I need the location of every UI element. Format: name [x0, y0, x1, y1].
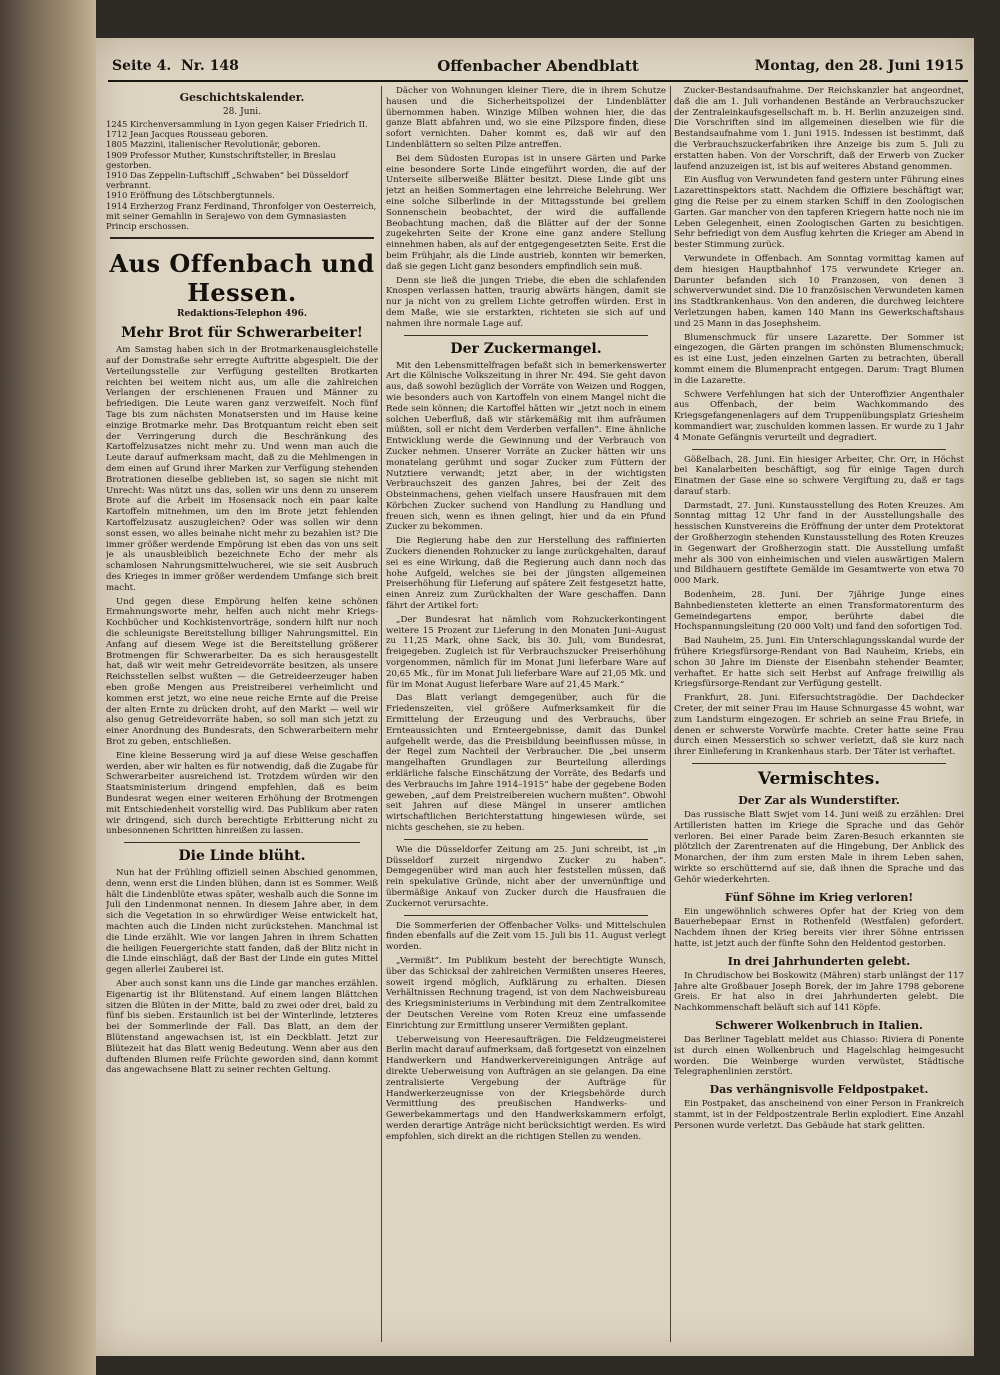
column-divider: [381, 86, 382, 1342]
section-subtitle: Redaktions-Telephon 496.: [177, 309, 307, 320]
issue-date: Montag, den 28. Juni 1915: [754, 58, 964, 74]
calendar-item: 1909 Professor Muther, Kunstschriftsteller, in Breslau gestorben.: [106, 149, 336, 170]
local-news-item: Bad Nauheim, 25. Juni. Ein Unterschlagungsskandal wurde der frühere Kriegsfürsorge-Rendant von Bad Nauheim, Kriebs, ein schon 30 Jahre im Dienste der Eisenbahn stehender Beamter, verhaftet. Er hatte sich seit Herbst auf Anfrage freiwillig als Kriegsfürsorge-Rendant zur Verfügung gestellt.: [674, 636, 964, 690]
misc-paragraph: Ein ungewöhnlich schweres Opfer hat der Krieg von dem Bauerhebepaar Ernst in Rothenfeld (Westfalen) gefordert. Nachdem ihnen der Krieg bereits vier ihrer Söhne entrissen hatte, ist jetzt auch der fünfte Sohn den Heldentod gestorben.: [674, 906, 964, 949]
column-2: [386, 86, 666, 1344]
misc-paragraph: In Chrudischow bei Boskowitz (Mähren) starb unlängst der 117 Jahre alte Großbauer Joseph Borek, der im Jahre 1798 geborene Greis. Er hat also in drei Jahrhunderten gelebt. Die Nachkommenschaft beläuft sich auf 141 Köpfe.: [674, 970, 964, 1014]
section-title: Aus Offenbach und Hessen.: [109, 249, 375, 308]
article-title: Der Zuckermangel.: [450, 340, 602, 357]
notice-paragraph: Ueberweisung von Heeresaufträgen. Die Feldzeugmeisterei Berlin macht darauf aufmerksam, daß fortgesetzt von einzelnen Handwerkern und Handwerkervereinigungen Anträge auf direkte Ueberweisung von Aufträgen an sie gelangen. Da eine zentralisierte Vergebung der Aufträge für Handwerkerzeugnisse von der Kriegsbehörde durch Vermittlung des preußischen Handwerks- und Gewerbekammertags und den Handwerkskammern erfolgt, werden derartige Anträge nicht berücksichtigt werden. Es wird empfohlen, sich direkt an die richtigen Stellen zu wenden.: [386, 1034, 666, 1142]
page-header: [112, 54, 964, 80]
article-paragraph: Und gegen diese Empörung helfen keine schönen Ermahnungsworte mehr, helfen auch nicht mehr Kriegs-Kochbücher und Kochkistenvorträge, sondern hilft nur noch die schleunigste Bereitstellung billiger Nahrungsmittel. Ein Anfang auf diesem Wege ist die Bereitstellung größerer Brotmengen für Schwerarbeiter. Da es sich herausgestellt hat, daß wir weit mehr Getreidevorräte besitzen, als unsere Reichsstellen selbst wußten — die Getreideerzeuger haben eben große Mengen aus Preistreiberei verheimlicht und kommen erst jetzt, wo eine neue reiche Ernte auf die Preise der alten Ernte zu drücken droht, auf den Markt — weil wir also genug Getreidevorräte haben, so soll man sich jetzt zu einer Anordnung des Bundesrats, den Schwerarbeitern mehr Brot zu geben, entschließen.: [106, 596, 378, 747]
news-paragraph: Blumenschmuck für unsere Lazarette. Der Sommer ist eingezogen, die Gärten prangen im schönsten Blumenschmuck; es ist eine Lust, jeden einzelnen Garten zu betrachten, überall kommt einem die Blumenpracht entgegen. Darum: Tragt Blumen in die Lazarette.: [674, 332, 964, 386]
article-paragraph: Am Samstag haben sich in der Brotmarkenausgleichstelle auf der Domstraße sehr erregte Auftritte abgespielt. Die der Verteilungsstelle zur Verfügung gestellten Brotkarten reichten bei weitem nicht aus, um alle die zahlreichen Verlangen der erschienenen Frauen und Männer zu befriedigen. Die Leute waren ganz verzweifelt. Noch fünf Tage bis zum nächsten Monatsersten und im Hause keine einzige Brotmarke mehr. Das Brotquantum reicht eben seit der Verringerung durch die Beschränkung des Kartoffelzusatzes nicht mehr zu. Und wenn man auch die Leute darauf aufmerksam macht, daß zu die Mehlmengen in dem einen auf Grund ihrer Marken zur Verfügung stehenden Brotrationen dieselbe geblieben ist, so sagen sie nicht mit Unrecht: Was nützt uns das, sollen wir uns denn zu unserem Brote auf die Arbeit im Hosensack noch ein paar kalte Kartoffeln mitnehmen, um den im Brote jetzt fehlenden Kartoffelzusatz auszugleichen? Oder was sollen wir denn sonst essen, wo alles beinahe nicht mehr zu bezahlen ist? Die immer größer werdende Empörung ist eben das von uns seit je als unausbleiblich bezeichnete Echo der mehr als schamlosen Nahrungsmittelwucherei, wie sie seit Ausbruch des Krieges in immer größer werdendem Umfange sich breit macht.: [106, 345, 378, 593]
local-news-item: Bodenheim, 28. Juni. Der 7jährige Junge eines Bahnbediensteten kletterte an einen Transformatorenturm des Gemeindegartens empor, berührte dabei die Hochspannungsleitung (20 000 Volt) und fand den sofortigen Tod.: [674, 590, 964, 633]
misc-heading: Fünf Söhne im Krieg verloren!: [724, 890, 914, 904]
misc-heading: In drei Jahrhunderten gelebt.: [727, 954, 911, 968]
divider: [110, 237, 374, 239]
article-paragraph: Wie die Düsseldorfer Zeitung am 25. Juni schreibt, ist „in Düsseldorf zurzeit nirgendwo Zucker zu haben“. Demgegenüber wird man auch hier feststellen müssen, daß rein spekulative Gründe, nicht aber der unvernünftige und übermäßige Ankauf von Zucker durch die Hausfrauen die Zuckernot verursachte.: [386, 844, 666, 909]
divider: [404, 915, 648, 916]
issue-number: Nr. 148: [180, 58, 239, 74]
notice-paragraph: Die Sommerferien der Offenbacher Volks- und Mittelschulen finden ebenfalls auf die Zeit vom 15. Juli bis 11. August verlegt worden.: [386, 920, 666, 953]
section-title-misc: Vermischtes.: [757, 769, 881, 790]
article-title: Die Linde blüht.: [178, 848, 306, 865]
column-3: [674, 86, 964, 1344]
misc-paragraph: Das Berliner Tageblatt meldet aus Chiasso: Riviera di Ponente ist durch einen Wolkenbruch und Hagelschlag heimgesucht worden. Die Weinberge wurden verwüstet, Städtische Telegraphenlinien zerstört.: [674, 1034, 964, 1078]
calendar-item: 1910 Das Zeppelin-Luftschiff „Schwaben“ bei Düsseldorf verbrannt.: [106, 170, 349, 191]
local-news-item: Frankfurt, 28. Juni. Eifersuchtstragödie. Der Dachdecker Creter, der mit seiner Frau im Hause Schnurgasse 45 wohnt, war zum Landsturm eingezogen. Er schrieb an seine Frau Briefe, in denen er schwerste Vorwürfe machte. Creter hatte seine Frau durch einen Messerstich so schwer verletzt, daß sie kurz nach ihrer Einlieferung in Krankenhaus starb. Der Täter ist verhaftet.: [674, 693, 964, 758]
news-paragraph: Ein Ausflug von Verwundeten fand gestern unter Führung eines Lazarettinspektors statt. Nachdem die Offiziere beschäftigt war, ging die Reise per zu einem starken Schiff in den Zoologischen Garten. Gar mancher von den tapferen Kriegern hatte noch nie im Leben Gelegenheit, einen Zoologischen Garten zu besichtigen. Sehr befriedigt von dem Ausflug kehrten die Krieger am Abend in bester Stimmung zurück.: [674, 175, 964, 251]
misc-heading: Das verhängnisvolle Feldpostpaket.: [709, 1083, 929, 1097]
news-paragraph: Zucker-Bestandsaufnahme. Der Reichskanzler hat angeordnet, daß die am 1. Juli vorhandenen Bestände an Verbrauchszucker der Zentraleinkaufsgesellschaft m. b. H. Berlin anzuzeigen sind. Die Vorschriften sind im allgemeinen dieselben wie für die Bestandsaufnahme vom 1. Juni 1915. Indessen ist bestimmt, daß die Verbrauchszuckerfabriken ihre Anzeige bis zum 5. Juli zu erstatten haben. Von der Vorschrift, daß der Erwerb von Zucker laufend anzuzeigen ist, ist bis auf weiteres Abstand genommen.: [674, 86, 964, 172]
header-rule: [108, 80, 968, 82]
misc-paragraph: Ein Postpaket, das anscheinend von einer Person in Frankreich stammt, ist in der Feldpostzentrale Berlin explodiert. Eine Anzahl Personen wurde verletzt. Das Gebäude hat stark gelitten.: [674, 1099, 964, 1131]
column-divider: [670, 86, 671, 1342]
page-number-label: Seite 4. Nr. 148: [112, 58, 239, 74]
article-paragraph: Das Blatt verlangt demgegenüber, auch für die Friedenszeiten, viel größere Aufmerksamkeit für die Ermittelung der Erzeugung und des Verbrauchs, über Ernteaussichten und Ernteergebnisse, damit das Dunkel aufgehellt werde, das die Preisbildung beeinflussen müsse, in der Regel zum Nachteil der Verbraucher. Die „bei unserm mangelhaften Grundlagen zur Beurteilung allerdings erklärliche falsche Einschätzung der Vorräte, des Bedarfs und des Verbrauchs im Jahre 1914–1915“ habe der gegebene Boden geweben, „auf dem Preistreibereien wuchern mußten“. Obwohl seit Jahren auf diese Mängel in unserer amtlichen wirtschaftlichen Berichterstattung hingewiesen würde, sei nichts geschehen, sie zu heben.: [386, 693, 666, 833]
article-paragraph: „Der Bundesrat hat nämlich vom Rohzuckerkontingent weitere 15 Prozent zur Lieferung in den Monaten Juni–August zu 11,25 Mark, ohne Sack, bis 30. Juli, vom Bundesrat, freigegeben. Zugleich ist für Verbrauchszucker Preiserhöhung vorgenommen, nämlich für im Monat Juni lieferbare Ware auf 20,65 Mk., für im Monat Juli lieferbare Ware auf 21,05 Mk. und für im Monat August lieferbare Ware auf 21,45 Mark.“: [386, 614, 666, 690]
calendar-item: 1805 Mazzini, italienischer Revolutionär, geboren.: [106, 139, 321, 150]
local-news-item: Darmstadt, 27. Juni. Kunstausstellung des Roten Kreuzes. Am Sonntag mittag 12 Uhr fand in der Ausstellungshalle des hessischen Kunstvereins die Eröffnung der unter dem Protektorat der Großherzogin stehenden Kunstausstellung des Roten Kreuzes in Gegenwart der Großherzogin statt. Die Ausstellung umfaßt mehr als 300 von einheimischen und vielen auswärtigen Malern und Bildhauern gestiftete Gemälde im Gesamtwerte von etwa 70 000 Mark.: [674, 500, 964, 587]
divider: [692, 763, 946, 764]
book-binding: [0, 0, 96, 1375]
calendar-list: [106, 119, 378, 231]
local-news-item: Gößelbach, 28. Juni. Ein hiesiger Arbeiter, Chr. Orr, in Höchst bei Kanalarbeiten beschäftigt, sog für einige Tagen durch Einatmen der Gase eine so schwere Vergiftung zu, daß er tags darauf starb.: [674, 454, 964, 497]
calendar-item: 1245 Kirchenversammlung in Lyon gegen Kaiser Friedrich II.: [106, 119, 368, 129]
calendar-item: 1910 Eröffnung des Lötschbergtunnels.: [106, 190, 275, 201]
misc-heading: Der Zar als Wunderstifter.: [738, 794, 900, 808]
newspaper-name: Offenbacher Abendblatt: [437, 57, 639, 75]
article-paragraph: Bei dem Südosten Europas ist in unsere Gärten und Parke eine besondere Sorte Linde eingeführt worden, die auf der Unterseite silberweiße Blätter besitzt. Diese Linde gibt uns jetzt an heißen Sommertagen eine lehrreiche Belehrung. Wer eine solche Silberlinde in der Mittagsstunde bei grellem Sonnenschein beobachtet, der wird die auffallende Beobachtung machen, daß die Blätter auf der der Sonne zugekehrten Seite der Krone eine ganz andere Stellung einnehmen haben, als auf der entgegengesetzten Seite. Erst die beim Frühjahr, als die Linde austrieb, konnten wir bemerken, daß sie gegen Licht ganz besonders empfindlich sein muß.: [386, 153, 666, 272]
article-paragraph: Denn sie ließ die jungen Triebe, die eben die schlafenden Knospen verlassen hatten, traurig abwärts hängen, damit sie nur ja nicht von zu grellem Lichte getroffen würden. Erst in dem Maße, wie sie erstarkten, richteten sie sich auf und nahmen ihre normale Lage auf.: [386, 275, 666, 329]
article-paragraph: Aber auch sonst kann uns die Linde gar manches erzählen. Eigenartig ist ihr Blütenstand. Auf einem langen Blättchen sitzen die Blüten in der Mitte, bald zu zwei oder drei, bald zu fünf bis sieben. Erstaunlich ist bei der Winterlinde, letzteres bei der Sommerlinde der Fall. Das Blatt, an dem der Blütenstand angewachsen ist, ist ein Deckblatt. Jetzt zur Blütezeit hat das Blatt wenig Bedeutung. Wenn aber aus den duftenden Blumen reife Früchte geworden sind, dann kommt das angewachsene Blatt zu seiner rechten Geltung.: [106, 979, 378, 1076]
article-paragraph: Die Regierung habe den zur Herstellung des raffinierten Zuckers dienenden Rohzucker zu lange zurückgehalten, darauf sei es eine Wirkung, daß die Regierung auch dann noch das hohe Aufgeld, welches sie bei der jüngsten allgemeinen Preiserhöhung für Lieferung auf spätere Zeit festgesetzt hatte, einen Anreiz zum Zurückhalten der Ware geschaffen. Dann fährt der Artikel fort:: [386, 536, 666, 612]
misc-paragraph: Das russische Blatt Swjet vom 14. Juni weiß zu erzählen: Drei Artilleristen hatten im Kriege die Sprache und das Gehör verloren. Bei einer Parade beim Zaren-Besuch erkannten sie plötzlich der Zarentrenaten auf die Hingebung, Der Anblick des Monarchen, der ihm zum ersten Male in ihrem Leben sahen, wirkte so erschütternd auf sie, daß ihnen die Sprache und das Gehör wiederkehrten.: [674, 810, 964, 885]
article-title: Mehr Brot für Schwerarbeiter!: [121, 325, 363, 342]
calendar-item: 1712 Jean Jacques Rousseau geboren.: [106, 129, 269, 140]
news-paragraph: Verwundete in Offenbach. Am Sonntag vormittag kamen auf dem hiesigen Hauptbahnhof 175 verwundete Krieger an. Darunter befanden sich 10 Franzosen, von denen 3 schwerverwundet sind. Die 10 französischen Verwundeten kamen ins Stadtkrankenhaus. Von den anderen, die durchweg leichtere Verletzungen haben, kamen 140 Mann ins Gewerkschaftshaus und 25 Mann in das Josephsheim.: [674, 253, 964, 329]
article-paragraph: Dächer von Wohnungen kleiner Tiere, die in ihrem Schutze hausen und die Sicherheitspolizei der Lindenblätter übernommen haben. Winzige Milben wohnen hier, die das ganze Blatt abfahren und, wo sie eine Pilzspore finden, diese sofort vernichten. Daher kommt es, daß wir auf den Lindenblättern so selten Pilze antreffen.: [386, 86, 666, 150]
newspaper-page: [96, 38, 974, 1356]
article-paragraph: Mit den Lebensmittelfragen befaßt sich in bemerkenswerter Art die Kölnische Volkszeitung in ihrer Nr. 494. Sie geht davon aus, daß sowohl bezüglich der Vorräte von Weizen und Roggen, wie besonders auch von Kartoffeln von einem Mangel nicht die Rede sein können; die Kartoffel hätten wir „jetzt noch in einem solchen Ueberfluß, daß wir stärkemäßig mit ihm aufräumen müßten, soll er nicht dem Verderben verfallen“. Eine ähnliche Entwicklung werde die Gewinnung und der Verbrauch von Zucker nehmen. Unserer Vorräte an Zucker hätten wir uns monatelang gerühmt und sogar Zucker zum Füttern der Nutztiere verwandt; jetzt aber, in der wichtigsten Verbrauchszeit des ganzen Jahres, bei der Zeit des Obsteinmachens, gehen vielfach unsere Hausfrauen mit dem Körbchen Zucker suchend von Handlung zu Handlung und freuen sich, wenn es ihnen gelingt, hier und da ein Pfund Zucker zu bekommen.: [386, 360, 666, 533]
misc-heading: Schwerer Wolkenbruch in Italien.: [715, 1018, 923, 1032]
calendar-date: 28. Juni.: [222, 107, 262, 117]
calendar-item: 1914 Erzherzog Franz Ferdinand, Thronfolger von Oesterreich, mit seiner Gemahlin in Serajewo von dem Gymnasiasten Princip erschossen.: [106, 200, 377, 232]
article-paragraph: Nun hat der Frühling offiziell seinen Abschied genommen, denn, wenn erst die Linden blühen, dann ist es Sommer. Weiß hält die Lindenblüte etwas später, weshalb auch die Sonne im Juli den Lindenmonat nennen. In diesem Jahre aber, in dem sich die Vegetation in so ehrwürdiger Weise entwickelt hat, machten auch die Linden nicht zurückstehen. Manchmal ist die Linde erzählt. Wie vor langen Jahren in ihrem Schatten die heiligen Feuergerichte statt fanden, daß der Blitz nicht in die Linde einschlägt, daß der Bast der Linde ein gutes Mittel gegen allerlei Zauberei ist.: [106, 868, 378, 976]
notice-paragraph: „Vermißt“. Im Publikum besteht der berechtigte Wunsch, über das Schicksal der zahlreichen Vermißten unseres Heeres, soweit irgend möglich, Aufklärung zu erhalten. Diesen Verhältnissen Rechnung tragend, ist von dem Nachweisbureau des Kriegsministeriums in Verbindung mit dem Zentralkomitee der Deutschen Vereine vom Roten Kreuz eine umfassende Einrichtung zur Ermittlung unserer Vermißten geplant.: [386, 955, 666, 1031]
divider: [404, 335, 648, 336]
column-1: [106, 86, 378, 1344]
news-paragraph: Schwere Verfehlungen hat sich der Unteroffizier Angenthaler aus Offenbach, der beim Wachkommando des Kriegsgefangenenlagers auf dem Truppenübungsplatz Griesheim kommandiert war, zuschulden kommen lassen. Er wurde zu 1 Jahr 4 Monate Gefängnis verurteilt und degradiert.: [674, 389, 964, 443]
calendar-title: Geschichtskalender.: [179, 91, 305, 104]
article-paragraph: Eine kleine Besserung wird ja auf diese Weise geschaffen werden, aber wir halten es für notwendig, daß die Zugabe für Schwerarbeiter ausreichend ist. Trotzdem würden wir den Staatsministerium dringend empfehlen, daß es beim Bundesrat wegen einer weiteren Erhöhung der Brotmengen mit Entschiedenheit vorstellig wird. Das Publikum aber raten wir dringend, sich durch berechtigte Erbitterung nicht zu unbesonnenen Schritten hinreißen zu lassen.: [106, 750, 378, 837]
divider: [124, 842, 360, 843]
divider: [692, 449, 946, 450]
divider: [404, 839, 648, 840]
